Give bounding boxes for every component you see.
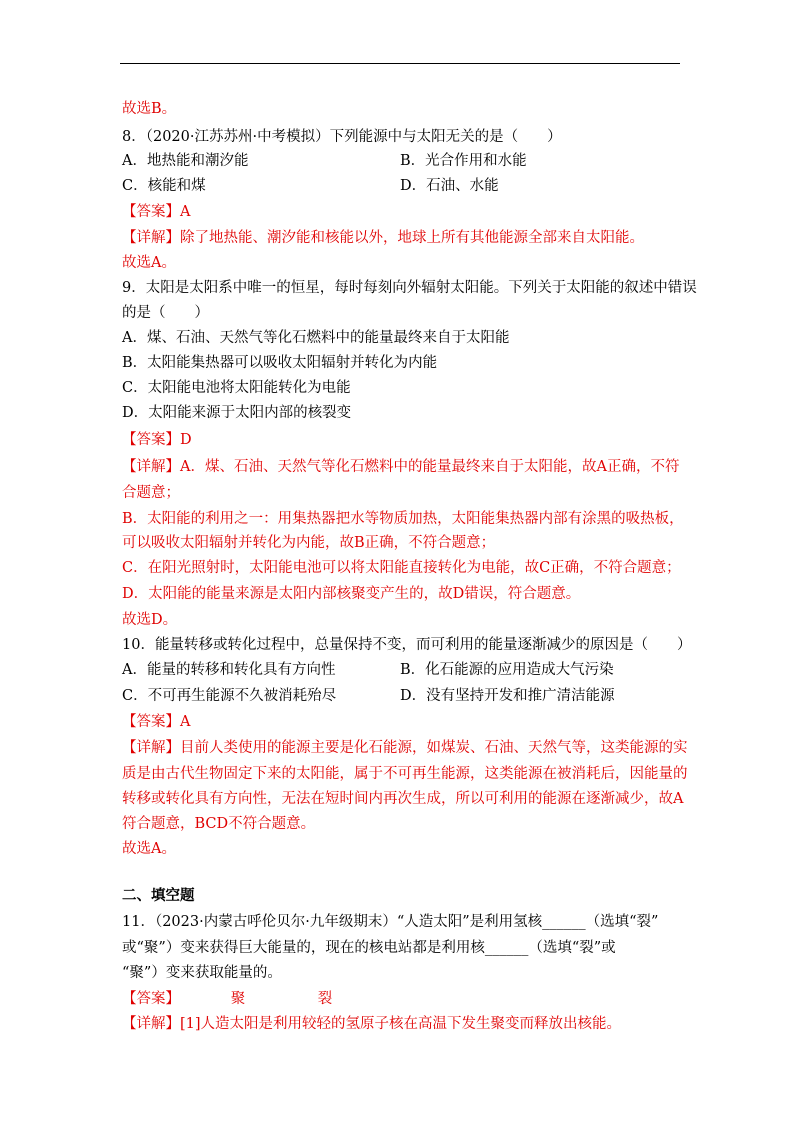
explanation-line: 符合题意，BCD不符合题意。 [122,816,316,832]
question-10-stem: 10．能量转移或转化过程中，总量保持不变，而可利用的能量逐渐减少的原因是（ ） [122,637,692,653]
conclusion-line: 故选D。 [122,612,178,628]
answer-line: 【答案】 聚 裂 [122,991,333,1007]
explanation-line: 转移或转化具有方向性，无法在短时间内再次生成，所以可利用的能源在逐渐减少，故A [122,791,684,807]
question-8-stem: 8．（2020·江苏苏州·中考模拟）下列能源中与太阳无关的是（ ） [122,129,562,145]
option-d: D．没有坚持开发和推广清洁能源 [400,688,615,704]
option-b: B．光合作用和水能 [400,153,527,169]
section-heading: 二、填空题 [122,887,195,904]
explanation-line: 【详解】目前人类使用的能源主要是化石能源，如煤炭、石油、天然气等，这类能源的实 [122,740,688,756]
conclusion-line: 故选A。 [122,841,176,857]
option-a: A．煤、石油、天然气等化石燃料中的能量最终来自于太阳能 [122,330,510,346]
question-11-stem: 或“聚”）变来获得巨大能量的，现在的核电站都是利用核______（选填“裂”或 [122,940,616,956]
option-b: B．化石能源的应用造成大气污染 [400,662,614,678]
question-11-stem: 11．（2023·内蒙古呼伦贝尔·九年级期末）“人造太阳”是利用氢核______（选填“裂” [122,914,659,930]
explanation-line: 【详解】A．煤、石油、天然气等化石燃料中的能量最终来自于太阳能，故A正确，不符 [122,459,680,475]
conclusion-line: 故选B。 [122,101,177,117]
question-9-stem: 的是（ ） [122,305,209,321]
option-c: C．太阳能电池将太阳能转化为电能 [122,380,351,396]
explanation-line: D．太阳能的能量来源是太阳内部核聚变产生的，故D错误，符合题意。 [122,586,581,602]
explanation-line: 【详解】[1]人造太阳是利用较轻的氢原子核在高温下发生聚变而释放出核能。 [122,1016,622,1032]
explanation-line: B．太阳能的利用之一：用集热器把水等物质加热，太阳能集热器内部有涂黑的吸热板， [122,511,684,527]
question-11-stem: “聚”）变来获取能量的。 [122,965,282,981]
explanation-line: 可以吸收太阳辐射并转化为内能，故B正确，不符合题意； [122,535,496,551]
option-b: B．太阳能集热器可以吸收太阳辐射并转化为内能 [122,355,438,371]
answer-line: 【答案】A [122,204,191,220]
answer-line: 【答案】A [122,714,191,730]
option-a: A．能量的转移和转化具有方向性 [122,662,336,678]
explanation-line: 合题意； [122,485,180,501]
option-c: C．不可再生能源不久被消耗殆尽 [122,688,337,704]
explanation-line: 质是由古代生物固定下来的太阳能，属于不可再生能源，这类能源在被消耗后，因能量的 [122,766,688,782]
conclusion-line: 故选A。 [122,255,176,271]
explanation-line: 【详解】除了地热能、潮汐能和核能以外，地球上所有其他能源全部来自太阳能。 [122,230,644,246]
answer-line: 【答案】D [122,432,192,448]
explanation-line: C．在阳光照射时，太阳能电池可以将太阳能直接转化为电能，故C正确，不符合题意； [122,560,681,576]
option-a: A．地热能和潮汐能 [122,153,249,169]
question-9-stem: 9．太阳是太阳系中唯一的恒星，每时每刻向外辐射太阳能。下列关于太阳能的叙述中错误 [122,280,697,296]
option-c: C．核能和煤 [122,178,206,194]
option-d: D．太阳能来源于太阳内部的核裂变 [122,405,352,421]
option-d: D．石油、水能 [400,178,499,194]
header-rule [120,63,680,64]
